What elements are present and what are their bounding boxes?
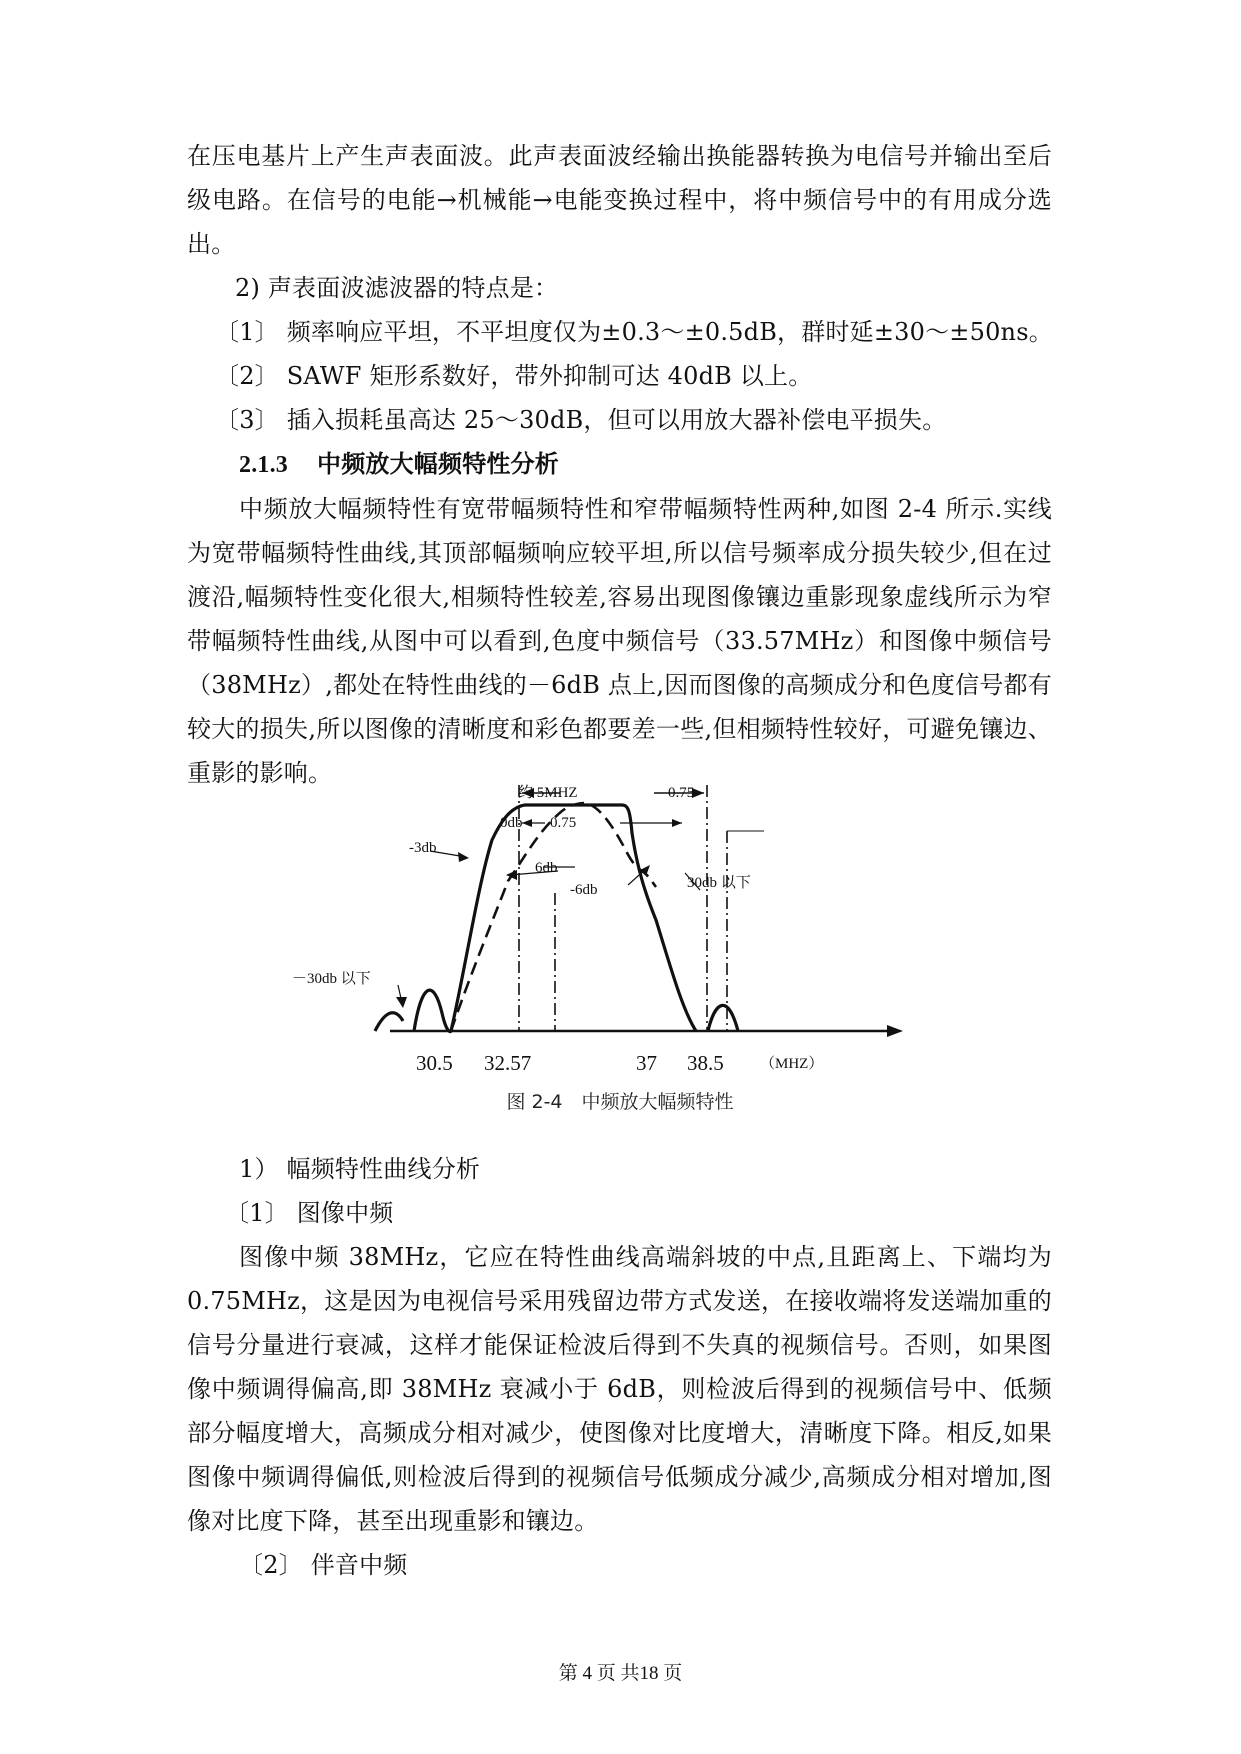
narrowband-response-curve — [451, 803, 656, 1031]
label-minus-3db: -3db — [409, 840, 437, 856]
x-axis-arrowhead — [887, 1025, 903, 1037]
section-heading — [187, 442, 1052, 487]
label-minus-6db: -6db — [570, 882, 598, 898]
body-text-top — [187, 134, 1052, 795]
x-axis-unit: （MHZ） — [760, 1056, 824, 1072]
paragraph-intro: 在压电基片上产生声表面波。此声表面波经输出换能器转换为电信号并输出至后级电路。在信号的电能→机械能→电能变换过程中，将中频信号中的有用成分选出。 — [187, 142, 1052, 258]
tick-32-57: 32.57 — [484, 1051, 532, 1075]
label-left-minus-30db: －30db 以下 — [292, 971, 371, 987]
label-zero-db: 0db — [500, 815, 523, 831]
tick-38-5: 38.5 — [687, 1051, 724, 1075]
label-bandwidth: 约 5MHZ — [518, 785, 578, 801]
section-title: 中频放大幅频特性分析 — [317, 450, 559, 478]
label-top-right-075: 0.75 — [668, 785, 695, 801]
page-footer: 第 4 页 共18 页 — [558, 1663, 683, 1684]
label-six-db: 6db — [535, 860, 558, 876]
label-inner-075: 0.75 — [550, 815, 577, 831]
paragraph-image-if: 图像中频 38MHz，它应在特性曲线高端斜坡的中点,且距离上、下端均为 0.75MHz，这是因为电视信号采用残留边带方式发送，在接收端将发送端加重的信号分量进行衰减，这样才能保证检波后得到不失真的视频信号。否则，如果图像中频调得偏高,即 38MHz 衰减小于 6dB，则检波后得到的视频信号中、低频部分幅度增大，高频成分相对减少，使图像对比度增大，清晰度下降。相反,如果图像中频调得偏低,则检波后得到的视频信号低频成分减少,高频成分相对增加,图像对比度下降，甚至出现重影和镶边。 — [187, 1243, 1052, 1535]
feature-item-2: 〔2〕 SAWF 矩形系数好，带外抑制可达 40dB 以上。 — [215, 362, 813, 390]
tick-37: 37 — [636, 1051, 657, 1075]
image-if-subitem: 〔1〕 图像中频 — [225, 1199, 394, 1227]
figure-if-response — [292, 775, 910, 1115]
tick-30-5: 30.5 — [416, 1051, 453, 1075]
sound-if-subitem: 〔2〕 伴音中频 — [239, 1551, 408, 1579]
feature-item-1: 〔1〕 频率响应平坦，不平坦度仅为±0.3～±0.5dB，群时延±30～±50ns。 — [215, 318, 1053, 346]
feature-item-3: 〔3〕 插入损耗虽高达 25～30dB，但可以用放大器补偿电平损失。 — [215, 406, 947, 434]
zero-db-arrowhead — [522, 819, 532, 827]
paragraph-if-amp: 中频放大幅频特性有宽带幅频特性和窄带幅频特性两种,如图 2-4 所示.实线为宽带幅频特性曲线,其顶部幅频响应较平坦,所以信号频率成分损失较少,但在过渡沿,幅频特性变化很大,相频特性较差,容易出现图像镶边重影现象虚线所示为窄带幅频特性曲线,从图中可以看到,色度中频信号（33.57MHz）和图像中频信号（38MHz）,都处在特性曲线的－6dB 点上,因而图像的高频成分和色度信号都有较大的损失,所以图像的清晰度和彩色都要差一些,但相频特性较好，可避免镶边、重影的影响。 — [187, 495, 1052, 787]
six-db-pointer-head — [506, 870, 517, 880]
minus-3db-pointer-head — [458, 852, 469, 862]
saw-features-heading: 2) 声表面波滤波器的特点是： — [235, 274, 559, 302]
label-right-30db: 30db 以下 — [687, 875, 751, 891]
inner-075-arrowhead — [672, 819, 682, 827]
left-30db-pointer-head — [396, 997, 407, 1008]
wideband-response-curve — [375, 805, 738, 1032]
response-diagram — [292, 775, 910, 1085]
analysis-subheading: 1） 幅频特性曲线分析 — [239, 1155, 481, 1183]
body-text-bottom — [187, 1147, 1052, 1587]
figure-caption: 图 2-4 中频放大幅频特性 — [506, 1091, 734, 1113]
section-number: 2.1.3 — [239, 452, 288, 478]
